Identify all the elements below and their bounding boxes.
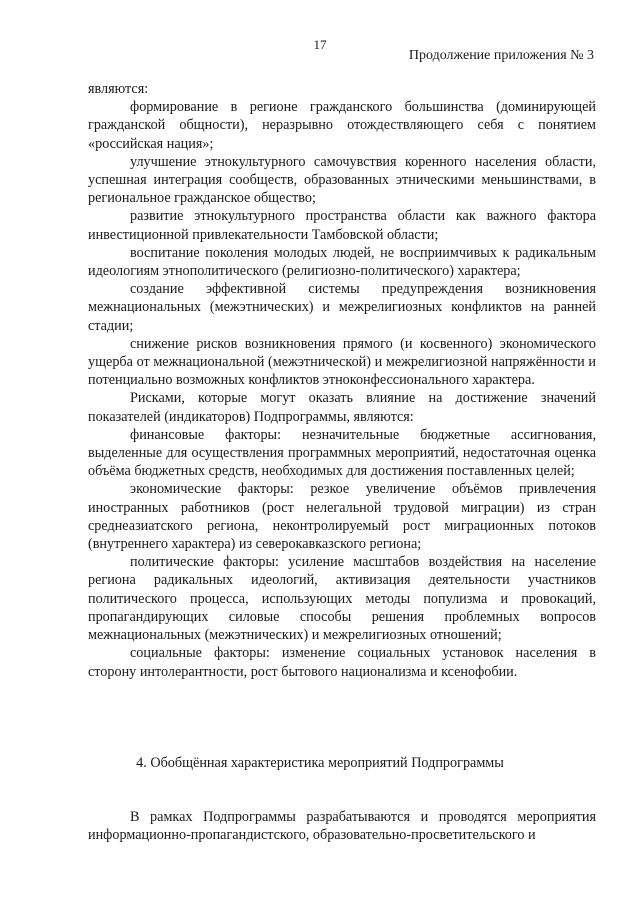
appendix-continuation-label: Продолжение приложения № 3 bbox=[408, 48, 594, 63]
page-number: 17 bbox=[313, 37, 327, 52]
section-body bbox=[88, 808, 596, 844]
paragraph: улучшение этнокультурного самочувствия коренного населения области, успешная интеграция сообществ, образованных этническими меньшинствами, в региональное гражданское общество; bbox=[88, 153, 596, 207]
paragraph: В рамках Подпрограммы разрабатываются и проводятся мероприятия информационно-пропагандистского, образовательно-просветительского и bbox=[88, 809, 596, 844]
paragraph: воспитание поколения молодых людей, не восприимчивых к радикальным идеологиям этнополитического (религиозно-политического) характера; bbox=[88, 244, 596, 280]
body-text bbox=[88, 80, 596, 681]
paragraph: снижение рисков возникновения прямого (и косвенного) экономического ущерба от межнациональной (межэтнической) и межрелигиозной напряжённости и потенциально возможных конфликтов этноконфессионального характера. bbox=[88, 335, 596, 389]
paragraph: являются: bbox=[88, 81, 149, 97]
paragraph: социальные факторы: изменение социальных установок населения в сторону интолерантности, рост бытового национализма и ксенофобии. bbox=[88, 645, 596, 680]
paragraph: создание эффективной системы предупреждения возникновения межнациональных (межэтнических) и межрелигиозных конфликтов на ранней стадии; bbox=[88, 281, 596, 334]
paragraph: политические факторы: усиление масштабов воздействия на население региона радикальных идеологий, активизация деятельности участников политического процесса, использующих методы популизма и провокаций, пропагандирующих силовые способы решения проблемных вопросов межнациональных (межэтнических) и межрелигиозных отношений; bbox=[88, 554, 596, 644]
paragraph: финансовые факторы: незначительные бюджетные ассигнования, выделенные для осуществления программных мероприятий, недостаточная оценка объёма бюджетных средств, необходимых для достижения поставленных целей; bbox=[88, 426, 596, 480]
section-heading: 4. Обобщённая характеристика мероприятий Подпрограммы bbox=[136, 755, 504, 771]
paragraph: Рисками, которые могут оказать влияние на достижение значений показателей (индикаторов) Подпрограммы, являются: bbox=[88, 390, 596, 425]
paragraph: формирование в регионе гражданского большинства (доминирующей гражданской общности), неразрывно отождествляющего себя с понятием «российская нация»; bbox=[88, 99, 596, 152]
paragraph: развитие этнокультурного пространства области как важного фактора инвестиционной привлекательности Тамбовской области; bbox=[88, 208, 596, 243]
paragraph: экономические факторы: резкое увеличение объёмов привлечения иностранных работников (рост нелегальной трудовой миграции) из стран среднеазиатского региона, неконтролируемый рост миграционных потоков (внутреннего характера) из северокавказского региона; bbox=[88, 481, 596, 553]
